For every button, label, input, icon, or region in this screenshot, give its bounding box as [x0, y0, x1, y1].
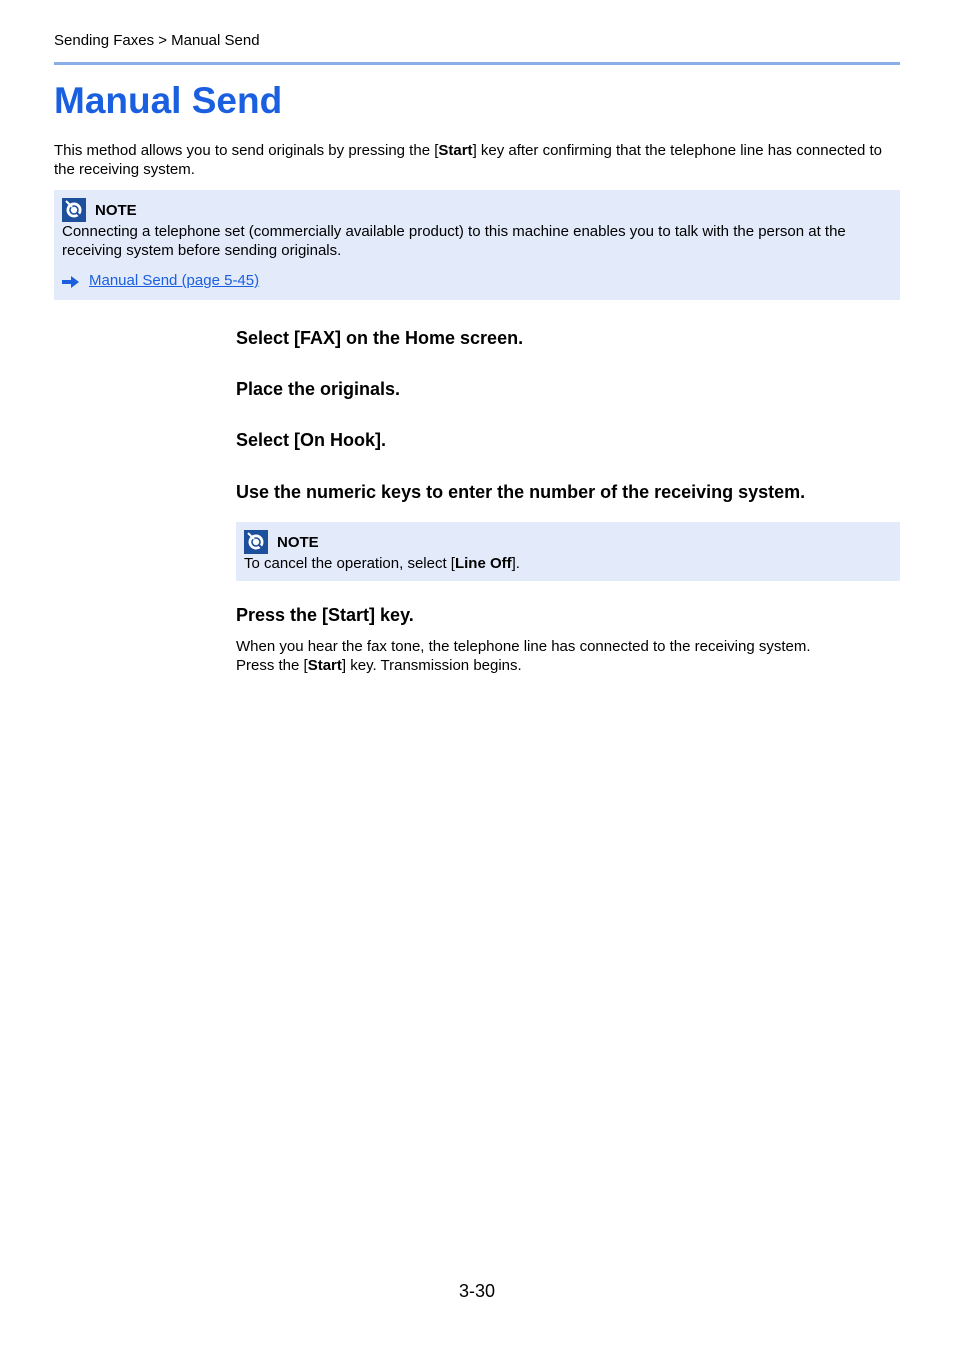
- page-number: 3-30: [458, 1281, 496, 1301]
- step-4: Use the numeric keys to enter the number of the receiving system.: [236, 482, 806, 502]
- note-header: [244, 530, 892, 554]
- step-5-description: [236, 637, 811, 675]
- reference-link-row: [62, 272, 892, 289]
- note-text: [244, 554, 892, 573]
- manual-send-link[interactable]: Manual Send (page 5-45): [89, 272, 260, 289]
- step-3: Select [On Hook].: [236, 430, 387, 450]
- step-5: Press the [Start] key.: [236, 605, 414, 625]
- page-title: Manual Send: [54, 80, 283, 121]
- step-5-line-2: [236, 656, 811, 675]
- breadcrumb: Sending Faxes > Manual Send: [54, 32, 260, 49]
- note-label: NOTE: [95, 201, 137, 219]
- intro-start-key: Start: [438, 142, 473, 159]
- note-text-before: To cancel the operation, select [: [244, 555, 455, 572]
- note-header: [62, 198, 892, 222]
- note-icon: [62, 198, 86, 222]
- step-5-text-before: Press the [: [236, 657, 308, 674]
- intro-text-after: ] key after confirming that the telephone line has connected to the receiving system.: [54, 142, 882, 178]
- start-key: Start: [307, 657, 342, 674]
- arrow-right-icon: [62, 275, 80, 287]
- note-label: NOTE: [277, 533, 319, 551]
- intro-paragraph: [54, 141, 900, 179]
- step-5-text-after: ] key. Transmission begins.: [341, 657, 522, 674]
- line-off-key: Line Off: [454, 555, 512, 572]
- note-text: Connecting a telephone set (commercially available product) to this machine enables you to talk with the person at the receiving system before sending originals.: [62, 223, 846, 259]
- step-note-box: [236, 522, 900, 581]
- note-icon: [244, 530, 268, 554]
- step-2: Place the originals.: [236, 379, 401, 399]
- step-5-line-1: When you hear the fax tone, the telephone line has connected to the receiving system.: [236, 638, 811, 655]
- step-1: Select [FAX] on the Home screen.: [236, 328, 524, 348]
- header-divider: [54, 62, 900, 65]
- note-text-after: ].: [511, 555, 520, 572]
- note-box: [54, 190, 900, 300]
- intro-text-before: This method allows you to send originals by pressing the [: [54, 142, 439, 159]
